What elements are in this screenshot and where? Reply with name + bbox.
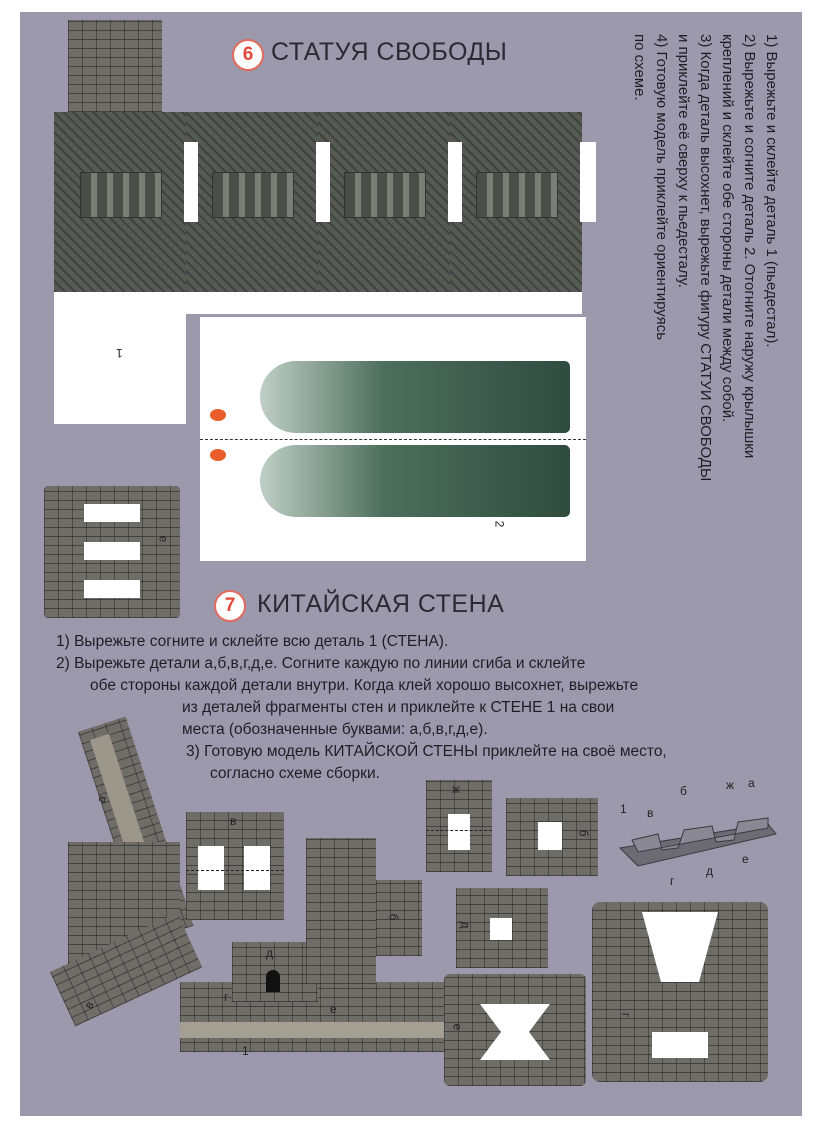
wall-label-1: 1 — [242, 1044, 249, 1058]
diagram-label: е — [742, 852, 749, 866]
wall-middle-column — [306, 838, 376, 984]
glue-tab — [316, 142, 330, 222]
detail-v-label: в — [230, 814, 237, 828]
section-7-step-1: 1) Вырежьте согните и склейте всю деталь 1 (СТЕНА). — [56, 633, 449, 650]
fold-line — [186, 870, 284, 871]
cutout — [244, 846, 270, 890]
instruction-step: 2) Вырежьте и согните деталь 2. Отогните наружу крылышки — [741, 34, 758, 459]
cutout — [448, 814, 470, 850]
instruction-step: и приклейте её сверху к пьедесталу. — [675, 34, 692, 288]
pedestal-base — [54, 292, 186, 424]
torch-icon — [210, 449, 226, 461]
section-7-step-2d: места (обозначенные буквами: а,б,в,г,д,е). — [182, 721, 488, 738]
diagram-label: а — [748, 776, 755, 790]
diagram-label: 1 — [620, 802, 627, 816]
statue-label: 2 — [492, 520, 507, 528]
cutout — [84, 580, 140, 598]
cutout — [490, 918, 512, 940]
detail-d — [456, 888, 548, 968]
pedestal-windows — [212, 172, 294, 218]
detail-g — [592, 902, 768, 1082]
instruction-step: по схеме. — [631, 34, 648, 101]
section-7-step-2: 2) Вырежьте детали а,б,в,г,д,е. Согните каждую по линии сгиба и склейте — [56, 655, 586, 672]
section-7-step-3b: согласно схеме сборки. — [210, 765, 380, 782]
glue-tab — [184, 142, 198, 222]
section-7-number: 7 — [214, 590, 246, 622]
diagram-label: ж — [726, 778, 735, 792]
section-7-step-3: 3) Готовую модель КИТАЙСКОЙ СТЕНЫ приклейте на своё место, — [186, 743, 667, 760]
instruction-step: креплений и склейте обе стороны детали между собой. — [719, 34, 736, 423]
detail-d-label: д — [458, 921, 473, 929]
wall-label-v: в — [81, 998, 97, 1012]
instruction-step: 3) Когда деталь высохнет, вырежьте фигуру СТАТУИ СВОБОДЫ — [697, 34, 714, 482]
glue-tab — [448, 142, 462, 222]
diagram-label: б — [680, 784, 687, 798]
cutout — [480, 1004, 550, 1060]
statue-figure-bottom — [260, 445, 570, 517]
fold-line — [426, 830, 492, 831]
pedestal-label: 1 — [116, 346, 123, 360]
small-part-label: е — [156, 535, 171, 543]
section-6-instructions — [628, 34, 782, 481]
cutout — [642, 912, 718, 982]
fold-line — [200, 439, 586, 440]
section-6-title: СТАТУЯ СВОБОДЫ — [271, 38, 508, 66]
section-7-step-2b: обе стороны каждой детали внутри. Когда клей хорошо высохнет, вырежьте — [90, 677, 639, 694]
torch-icon — [210, 409, 226, 421]
cutout — [198, 846, 224, 890]
wall-part-b — [376, 880, 422, 956]
tower-door — [266, 970, 280, 992]
statue-card — [200, 317, 586, 561]
wall-main-light — [180, 1022, 450, 1038]
cutout — [84, 504, 140, 522]
small-part-e — [44, 486, 180, 618]
statue-figure-top — [260, 361, 570, 433]
pedestal-windows — [476, 172, 558, 218]
section-7-title: КИТАЙСКАЯ СТЕНА — [257, 590, 505, 618]
detail-b-label: б — [576, 829, 591, 837]
detail-g-label: г — [619, 1012, 634, 1018]
assembly-diagram — [618, 790, 778, 900]
wall-label-b: б — [386, 913, 401, 921]
instruction-step: 4) Готовую модель приклейте ориентируясь — [653, 34, 670, 341]
diagram-label: д — [706, 864, 714, 878]
pedestal-windows — [344, 172, 426, 218]
bottom-glue-tab — [186, 292, 582, 314]
glue-tab — [580, 142, 596, 222]
cutout — [84, 542, 140, 560]
pedestal-windows — [80, 172, 162, 218]
diagram-label: г — [670, 874, 675, 888]
pedestal-top-tab — [68, 20, 162, 112]
wall-label-a: а — [93, 793, 110, 805]
detail-zh — [426, 780, 492, 872]
cutout — [652, 1032, 708, 1058]
section-7-step-2c: из деталей фрагменты стен и приклейте к СТЕНЕ 1 на свои — [182, 699, 615, 716]
detail-zh-label: ж — [452, 782, 461, 796]
wall-label-g: г — [224, 990, 229, 1004]
wall-label-e: е — [330, 1002, 337, 1016]
detail-v — [186, 812, 284, 920]
section-6-number: 6 — [232, 39, 264, 71]
tower-label-d: д — [266, 946, 274, 960]
detail-e — [444, 974, 586, 1086]
detail-b — [506, 798, 598, 876]
instruction-sheet — [20, 12, 802, 1116]
instruction-step: 1) Вырежьте и склейте деталь 1 (пьедестал). — [763, 34, 780, 348]
cutout — [538, 822, 562, 850]
detail-e-label: е — [450, 1023, 465, 1031]
diagram-label: в — [647, 806, 654, 820]
